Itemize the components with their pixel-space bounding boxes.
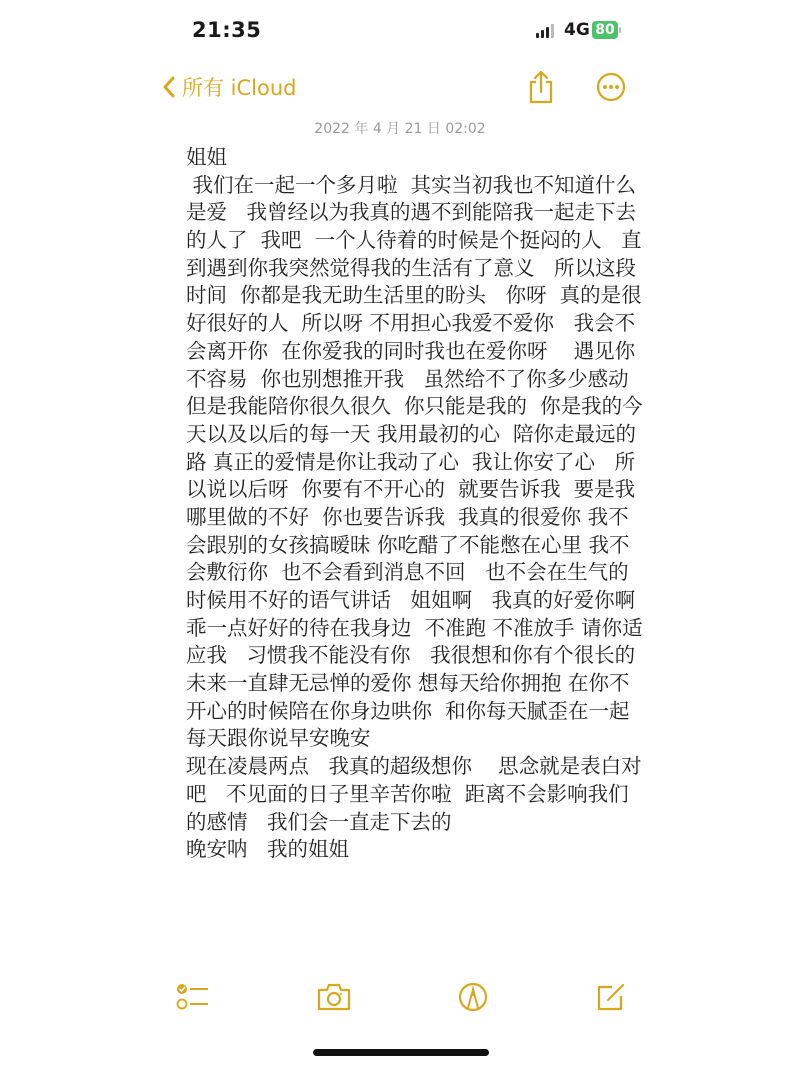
back-button[interactable] <box>162 72 297 102</box>
checklist-button[interactable] <box>176 982 210 1016</box>
note-line: 但是我能陪你很久很久 你只能是我的 你是我的今 <box>186 394 643 419</box>
note-line: 会敷衍你 也不会看到消息不回 也不会在生气的 <box>186 560 629 585</box>
markup-button[interactable] <box>458 982 488 1016</box>
camera-icon <box>316 982 352 1012</box>
ellipsis-circle-icon <box>596 72 626 102</box>
camera-button[interactable] <box>316 982 352 1016</box>
note-line: 路 真正的爱情是你让我动了心 我让你安了心 所 <box>186 449 636 474</box>
battery-icon: 80 <box>592 21 618 39</box>
note-line: 不容易 你也别想推开我 虽然给不了你多少感动 <box>186 366 629 391</box>
note-line: 乖一点好好的待在我身边 不准跑 不准放手 请你适 <box>186 615 643 640</box>
home-indicator[interactable] <box>313 1049 489 1056</box>
note-line: 吧 不见面的日子里辛苦你啦 距离不会影响我们 <box>186 781 629 806</box>
note-line: 会离开你 在你爱我的同时我也在爱你呀 遇见你 <box>186 338 636 363</box>
note-line: 哪里做的不好 你也要告诉我 我真的很爱你 我不 <box>186 504 629 529</box>
note-line: 的人了 我吧 一个人待着的时候是个挺闷的人 直 <box>186 228 642 253</box>
note-line: 天以及以后的每一天 我用最初的心 陪你走最远的 <box>186 421 637 446</box>
back-label: 所有 iCloud <box>182 76 297 100</box>
note-line: 时候用不好的语气讲话 姐姐啊 我真的好爱你啊 <box>186 588 636 612</box>
compose-button[interactable] <box>596 982 626 1016</box>
more-button[interactable] <box>596 72 626 106</box>
note-line: 晚安呐 我的姐姐 <box>186 837 350 862</box>
status-time: 21:35 <box>192 18 262 42</box>
note-line: 未来一直肆无忌惮的爱你 想每天给你拥抱 在你不 <box>186 671 630 696</box>
compose-icon <box>596 982 626 1012</box>
note-line: 时间 你都是我无助生活里的盼头 你呀 真的是很 <box>186 283 642 308</box>
share-icon <box>527 70 555 104</box>
note-line: 姐姐 <box>186 145 227 169</box>
cellular-signal-icon <box>536 24 554 38</box>
battery-tip <box>619 27 621 33</box>
note-line: 应我 习惯我不能没有你 我很想和你有个很长的 <box>186 643 636 668</box>
note-line: 我们在一起一个多月啦 其实当初我也不知道什么 <box>186 172 637 197</box>
note-line: 以说以后呀 你要有不开心的 就要告诉我 要是我 <box>186 477 636 502</box>
note-line: 好很好的人 所以呀 不用担心我爱不爱你 我会不 <box>186 311 636 336</box>
note-line: 会跟别的女孩搞暧昧 你吃醋了不能憋在心里 我不 <box>186 532 630 557</box>
markup-pen-icon <box>458 982 488 1012</box>
note-line: 是爱 我曾经以为我真的遇不到能陪我一起走下去 <box>186 200 637 225</box>
note-line: 的感情 我们会一直走下去的 <box>186 809 452 834</box>
note-line: 开心的时候陪在你身边哄你 和你每天腻歪在一起 <box>186 698 630 723</box>
note-line: 每天跟你说早安晚安 <box>186 726 371 751</box>
chevron-left-icon <box>162 75 176 99</box>
checklist-icon <box>176 982 210 1012</box>
note-body[interactable] <box>186 144 643 864</box>
note-line: 现在凌晨两点 我真的超级想你 思念就是表白对 <box>186 754 642 779</box>
note-line: 到遇到你我突然觉得我的生活有了意义 所以这段 <box>186 255 637 280</box>
network-type: 4G <box>564 20 590 40</box>
note-date: 2022 年 4 月 21 日 02:02 <box>314 121 486 137</box>
share-button[interactable] <box>527 70 555 108</box>
